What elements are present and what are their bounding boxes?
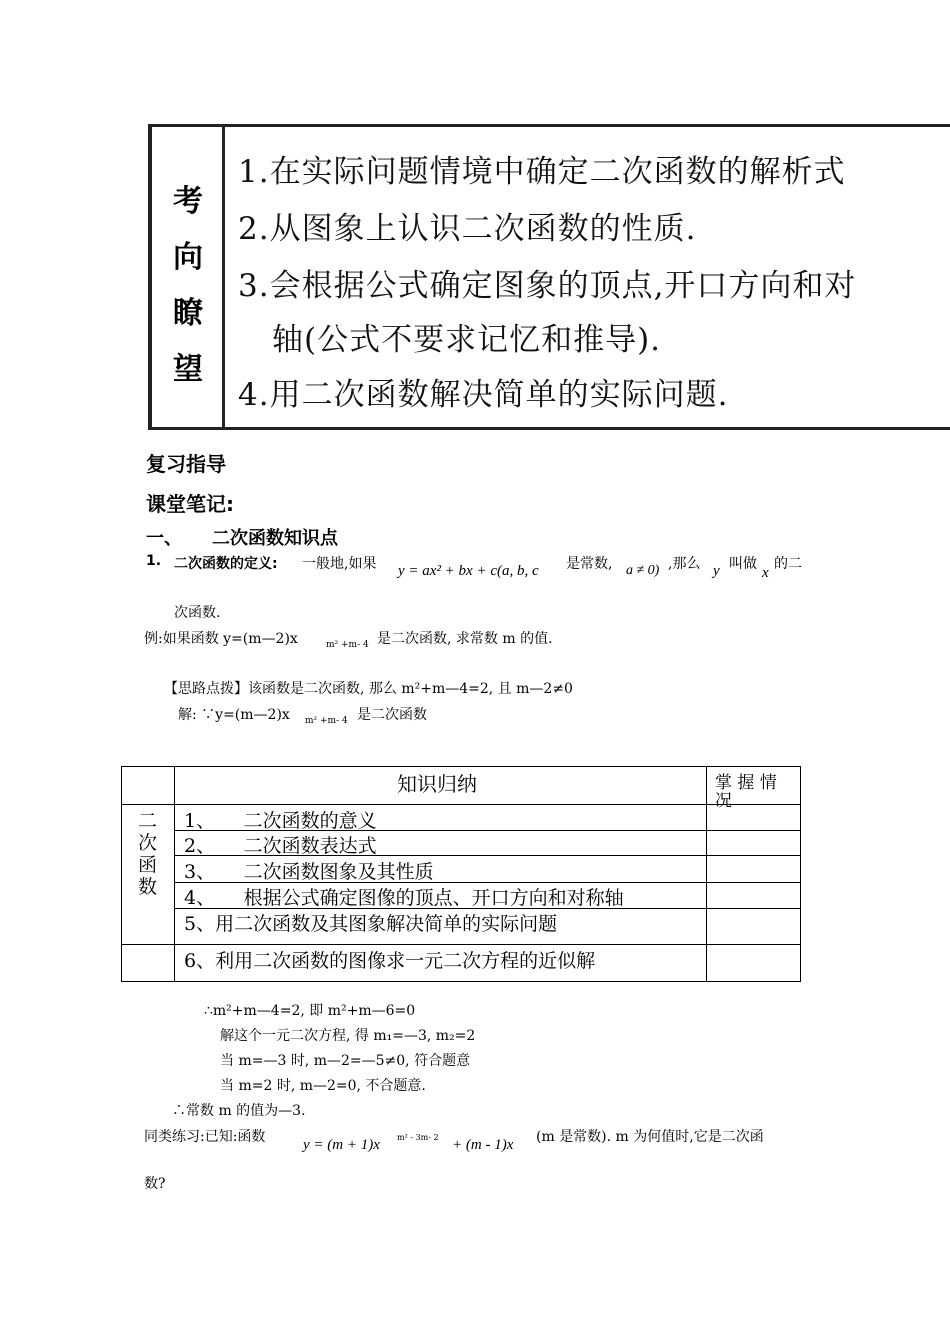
solution-line: 当 m=2 时, m—2=0, 不合题意.	[220, 1078, 426, 1094]
mastery-header-cont: 况	[715, 791, 732, 811]
exam-line-2: 2.从图象上认识二次函数的性质.	[238, 211, 697, 247]
example-text-2: 是二次函数, 求常数 m 的值.	[377, 631, 553, 647]
solution-line: 解这个一元二次方程, 得 m₁=—3, m₂=2	[220, 1028, 476, 1044]
definition-text: 是常数,	[566, 556, 613, 572]
practice-text: 同类练习:已知:函数	[144, 1129, 266, 1145]
section-title: 二次函数知识点	[212, 528, 338, 549]
practice-exponent: m² - 3m- 2	[397, 1133, 439, 1142]
exam-line-4: 4.用二次函数解决简单的实际问题.	[238, 377, 729, 413]
side-label-char: 瞭	[173, 296, 203, 331]
practice-continuation: 数?	[144, 1176, 166, 1192]
hint-solve-2: 是二次函数	[357, 707, 427, 723]
notes-heading: 课堂笔记:	[146, 492, 234, 516]
side-label-char: 考	[173, 184, 203, 219]
side-label-char: 望	[173, 352, 203, 387]
practice-formula-2: + (m - 1)x	[452, 1137, 514, 1153]
table-row: 6、利用二次函数的图像求一元二次方程的近似解	[184, 950, 596, 972]
definition-label: 二次函数的定义:	[174, 556, 278, 572]
table-row: 2、 二次函数表达式	[184, 835, 377, 857]
example-text: 例:如果函数 y=(m—2)x	[144, 631, 298, 647]
side-label-char: 向	[173, 240, 203, 275]
variable-x: x	[762, 565, 769, 581]
definition-text: 叫做	[729, 556, 757, 572]
table-row: 1、 二次函数的意义	[184, 810, 377, 832]
row-label-char: 数	[138, 876, 158, 898]
variable-y: y	[713, 563, 720, 579]
definition-number: 1.	[146, 553, 162, 569]
review-heading: 复习指导	[146, 452, 226, 476]
definition-continuation: 次函数.	[174, 605, 221, 621]
table-row: 4、 根据公式确定图像的顶点、开口方向和对称轴	[184, 887, 624, 909]
definition-text: 一般地,如果	[302, 556, 377, 572]
example-exponent: m² +m- 4	[326, 640, 369, 650]
solution-line: ∴m²+m—4=2, 即 m²+m—6=0	[204, 1003, 416, 1019]
knowledge-table	[121, 766, 801, 982]
definition-text: 的二	[774, 556, 802, 572]
practice-formula: y = (m + 1)x	[303, 1137, 380, 1153]
table-row: 3、 二次函数图象及其性质	[184, 861, 434, 883]
row-label-char: 函	[138, 854, 158, 876]
hint-text: 【思路点拨】该函数是二次函数, 那么 m²+m—4=2, 且 m—2≠0	[164, 681, 573, 697]
hint-exponent: m² +m- 4	[305, 716, 348, 726]
definition-text: ,那么	[668, 556, 701, 572]
mastery-header: 掌 握 情	[715, 773, 777, 793]
table-header: 知识归纳	[397, 772, 477, 796]
solution-line: 当 m=—3 时, m—2=—5≠0, 符合题意	[220, 1053, 471, 1069]
section-number: 一、	[146, 528, 182, 549]
definition-formula: y = ax² + bx + c(a, b, c	[398, 563, 539, 579]
solution-conclusion: ∴常数 m 的值为—3.	[172, 1103, 306, 1119]
row-label-char: 二	[138, 810, 158, 832]
definition-condition: a ≠ 0)	[626, 563, 660, 578]
practice-text-2: (m 是常数). m 为何值时,它是二次函	[536, 1129, 764, 1145]
row-label-char: 次	[138, 832, 158, 854]
table-row: 5、用二次函数及其图象解决简单的实际问题	[184, 913, 558, 935]
exam-box-divider	[222, 124, 225, 430]
exam-line-1: 1.在实际问题情境中确定二次函数的解析式	[238, 154, 846, 190]
exam-line-3-cont: 轴(公式不要求记忆和推导).	[272, 322, 662, 358]
hint-solve: 解: ∵y=(m—2)x	[178, 707, 290, 723]
exam-line-3: 3.会根据公式确定图象的顶点,开口方向和对	[238, 268, 857, 304]
